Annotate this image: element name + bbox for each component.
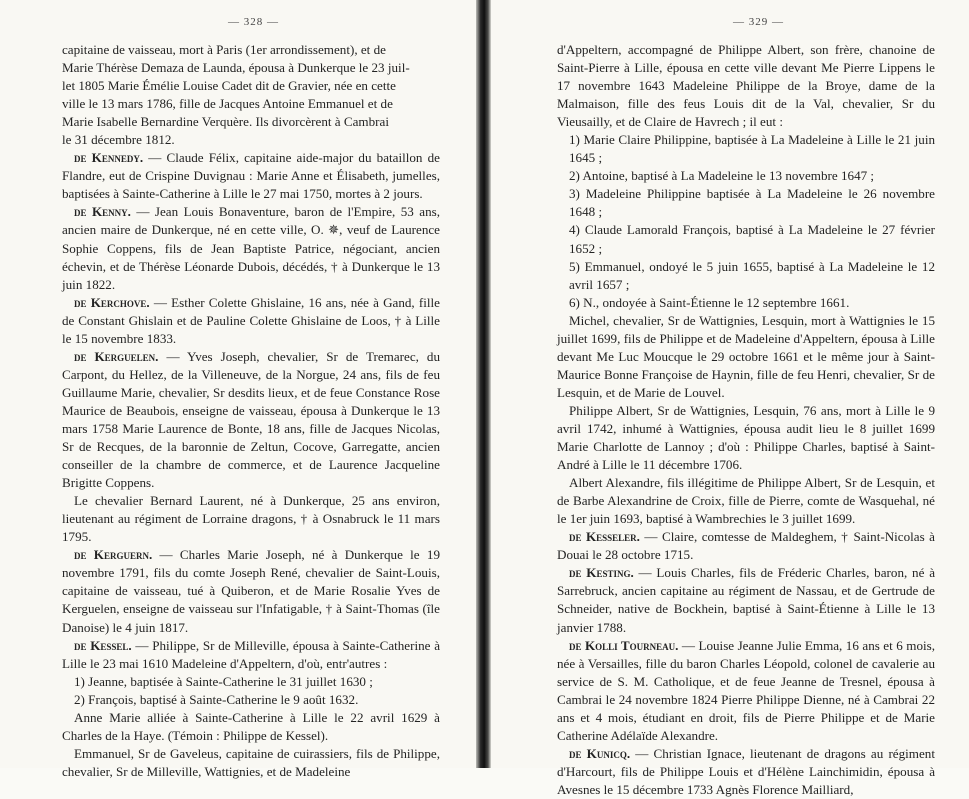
text-line: capitaine de vaisseau, mort à Paris (1er arrondissement), et de — [62, 42, 386, 57]
paragraph: Albert Alexandre, fils illégitime de Philippe Albert, Sr de Lesquin, et de Barbe Alexandrine de Croix, fille de Pierre, comte de Wasquehal, né le 1er juin 1693, baptisé à Wambrechies le 3 juillet 1699. — [557, 475, 935, 527]
book-gutter — [476, 0, 491, 768]
entry-text: — Yves Joseph, chevalier, Sr de Tremarec, du Carpont, du Hellez, de la Villeneuve, de la Norgue, 24 ans, fils de feu Guillaume Marie, chevalier, Sr desdits lieux, et de feue Constance Rose Maurice de Beaubois, enseigne de vaisseau, épousa à Dunkerque le 13 mars 1758 Marie Laurence de Bonte, 18 ans, fille de Jacques Nicolas, Sr de Recques, de la baronnie de Zeltun, Cocove, Garregatte, ancien conseiller de la chambre de commerce, et de Laurence Jacqueline Brigitte Coppens. — [62, 348, 441, 491]
right-text-column — [557, 41, 935, 799]
entry-text: — Christian Ignace, lieutenant de dragons au régiment d'Harcourt, fils de Philippe Louis et d'Hélène Lainchimidin, épousa à Avesnes le 15 décembre 1733 Agnès Florence Mailliard, — [557, 745, 935, 797]
list-item: 1) Marie Claire Philippine, baptisée à La Madeleine à Lille le 21 juin 1645 ; — [569, 132, 935, 166]
left-text-column — [62, 41, 440, 781]
page-number: — 329 — — [733, 16, 784, 28]
entry-text: — Louis Charles, fils de Fréderic Charles, baron, né à Sarrebruck, ancien capitaine au régiment de Nassau, et de Gertrude de Schneider, native de Bockhein, baptisé à Saint-Étienne à Lille le 13 janvier 1788. — [557, 565, 936, 635]
entry-heading: de Kerguern. — [74, 547, 153, 563]
entry-kesting — [557, 564, 935, 636]
list-item: 1) Jeanne, baptisée à Sainte-Catherine le 31 juillet 1630 ; — [74, 673, 373, 689]
entry-text: — Jean Louis Bonaventure, baron de l'Empire, 53 ans, ancien maire de Dunkerque, né en cette ville, O. ✵, veuf de Laurence Sophie Coppens, fils de Jean Baptiste Patrice, négociant, ancien échevin, et de Thérèse Léonarde Dubois, décédés, † à Dunkerque le 13 juin 1822. — [62, 204, 440, 292]
paragraph: Philippe Albert, Sr de Wattignies, Lesquin, 76 ans, mort à Lille le 9 avril 1742, inhumé à Wattignies, épousa audit lieu le 8 juillet 1699 Marie Charlotte de Lannoy ; d'où : Philippe Charles, baptisé à Saint-André à Lille le 11 décembre 1706. — [557, 402, 935, 473]
entry-heading: de Kessel. — [74, 637, 132, 653]
page-number: — 328 — — [228, 16, 279, 28]
entry-text: — Louise Jeanne Julie Emma, 16 ans et 6 mois, née à Versailles, fille du baron Charles Léopold, colonel de cavalerie au service de S. M. Catholique, et de feue Jeanne de Tresnel, épousa à Cambrai le 24 novembre 1824 Pierre Philippe Dienne, né à Cambrai 22 ans et 4 mois, étudiant en droit, fils de Pierre Philippe et de Marie Catherine Adélaïde Alexandre. — [557, 637, 935, 743]
entry-kunicq — [557, 745, 935, 799]
list-item: 4) Claude Lamorald François, baptisé à La Madeleine le 27 février 1652 ; — [569, 222, 935, 256]
left-page — [0, 0, 476, 779]
entry-kesseler — [557, 528, 935, 564]
list-item: 2) François, baptisé à Sainte-Catherine le 9 août 1632. — [74, 691, 359, 707]
entry-text: — Esther Colette Ghislaine, 16 ans, née à Gand, fille de Constant Ghislain et de Pauline Colette Ghislaine de Loos, † à Lille le 15 novembre 1833. — [62, 294, 440, 346]
list-item: 5) Emmanuel, ondoyé le 5 juin 1655, baptisé à La Madeleine le 12 avril 1657 ; — [569, 258, 935, 292]
entry-kerchove — [62, 294, 440, 348]
entry-kessel — [62, 637, 440, 673]
paragraph: Michel, chevalier, Sr de Wattignies, Lesquin, mort à Wattignies le 15 juillet 1699, fils de Philippe et de Madeleine d'Appeltern, épousa à Lille devant Me Luc Moucque le 29 octobre 1661 et le même jour à Saint-Maurice Bonne Françoise de Haynin, fille de feu Henri, chevalier, Sr de Lesquin, et de Marie de Louvel. — [557, 312, 935, 400]
paragraph: Anne Marie alliée à Sainte-Catherine à Lille le 22 avril 1629 à Charles de la Haye. (Témoin : Philippe de Kessel). — [62, 709, 440, 743]
entry-kerguelen — [62, 348, 440, 492]
list-item: 3) Madeleine Philippine baptisée à La Madeleine le 26 novembre 1648 ; — [569, 186, 935, 220]
entry-heading: de Kennedy. — [74, 150, 144, 166]
entry-heading: de Kenny. — [74, 204, 131, 220]
entry-text: — Philippe, Sr de Milleville, épousa à Sainte-Catherine à Lille le 23 mai 1610 Madeleine d'Appeltern, d'où, entr'autres : — [62, 637, 440, 671]
entry-heading: de Kunicq. — [569, 745, 631, 761]
list-item: 2) Antoine, baptisé à La Madeleine le 13 novembre 1647 ; — [569, 168, 875, 184]
list-item: 6) N., ondoyée à Saint-Étienne le 12 septembre 1661. — [569, 294, 850, 310]
entry-kolli-tourneau — [557, 637, 935, 745]
entry-kennedy — [62, 149, 440, 203]
entry-kerguern — [62, 546, 440, 636]
text-line: Marie Isabelle Bernardine Verquère. Ils divorcèrent à Cambrai — [62, 114, 389, 130]
entry-text: — Charles Marie Joseph, né à Dunkerque le 19 novembre 1791, fils du comte Joseph René, chevalier de Saint-Louis, capitaine de vaisseau, tué à Quiberon, et de Marie Rosalie Yves de Kerguelen, enseigne de vaisseau sur l'Infatigable, † à Saint-Thomas (île Danoise) le 4 juin 1817. — [62, 547, 440, 635]
paragraph: Emmanuel, Sr de Gaveleus, capitaine de cuirassiers, fils de Philippe, chevalier, Sr de Milleville, Wattignies, et de Madeleine — [62, 745, 440, 779]
entry-bernard-laurent — [62, 492, 440, 546]
entry-heading: de Kerchove. — [74, 294, 150, 310]
text-line: let 1805 Marie Émélie Louise Cadet dit de Gravier, née en cette — [62, 78, 396, 94]
text-line: Marie Thérèse Demaza de Launda, épousa à Dunkerque le 23 juil- — [62, 60, 410, 76]
entry-kenny — [62, 203, 440, 293]
paragraph: d'Appeltern, accompagné de Philippe Albert, son frère, chanoine de Saint-Pierre à Lille, épousa en cette ville devant Me Pierre Lippens le 17 novembre 1643 Madeleine Philippe de la Broye, dame de la Malmaison, fille des feus Louis dit de la Val, chevalier, Sr du Vieusailly, et de Claire de Havrech ; il eut : — [557, 42, 935, 130]
entry-text: — Claire, comtesse de Maldeghem, † Saint-Nicolas à Douai le 28 octobre 1715. — [557, 529, 935, 563]
right-page — [491, 0, 969, 797]
entry-heading: de Kesting. — [569, 565, 634, 581]
entry-text: — Claude Félix, capitaine aide-major du bataillon de Flandre, eut de Crispine Duvignau : Marie Anne et Élisabeth, jumelles, baptisées à Sainte-Catherine à Lille le 27 mai 1750, mortes à 2 jours. — [62, 150, 440, 202]
text-line: ville le 13 mars 1786, fille de Jacques Antoine Emmanuel et de — [62, 96, 393, 112]
text-line: le 31 décembre 1812. — [62, 132, 175, 148]
entry-heading: de Kesseler. — [569, 529, 640, 545]
entry-text: Le chevalier Bernard Laurent, né à Dunkerque, 25 ans environ, lieutenant au régiment de Lorraine dragons, † à Osnabruck le 11 mars 1795. — [62, 493, 440, 545]
entry-heading: de Kolli Tourneau. — [569, 637, 679, 653]
entry-heading: de Kerguelen. — [74, 348, 159, 364]
